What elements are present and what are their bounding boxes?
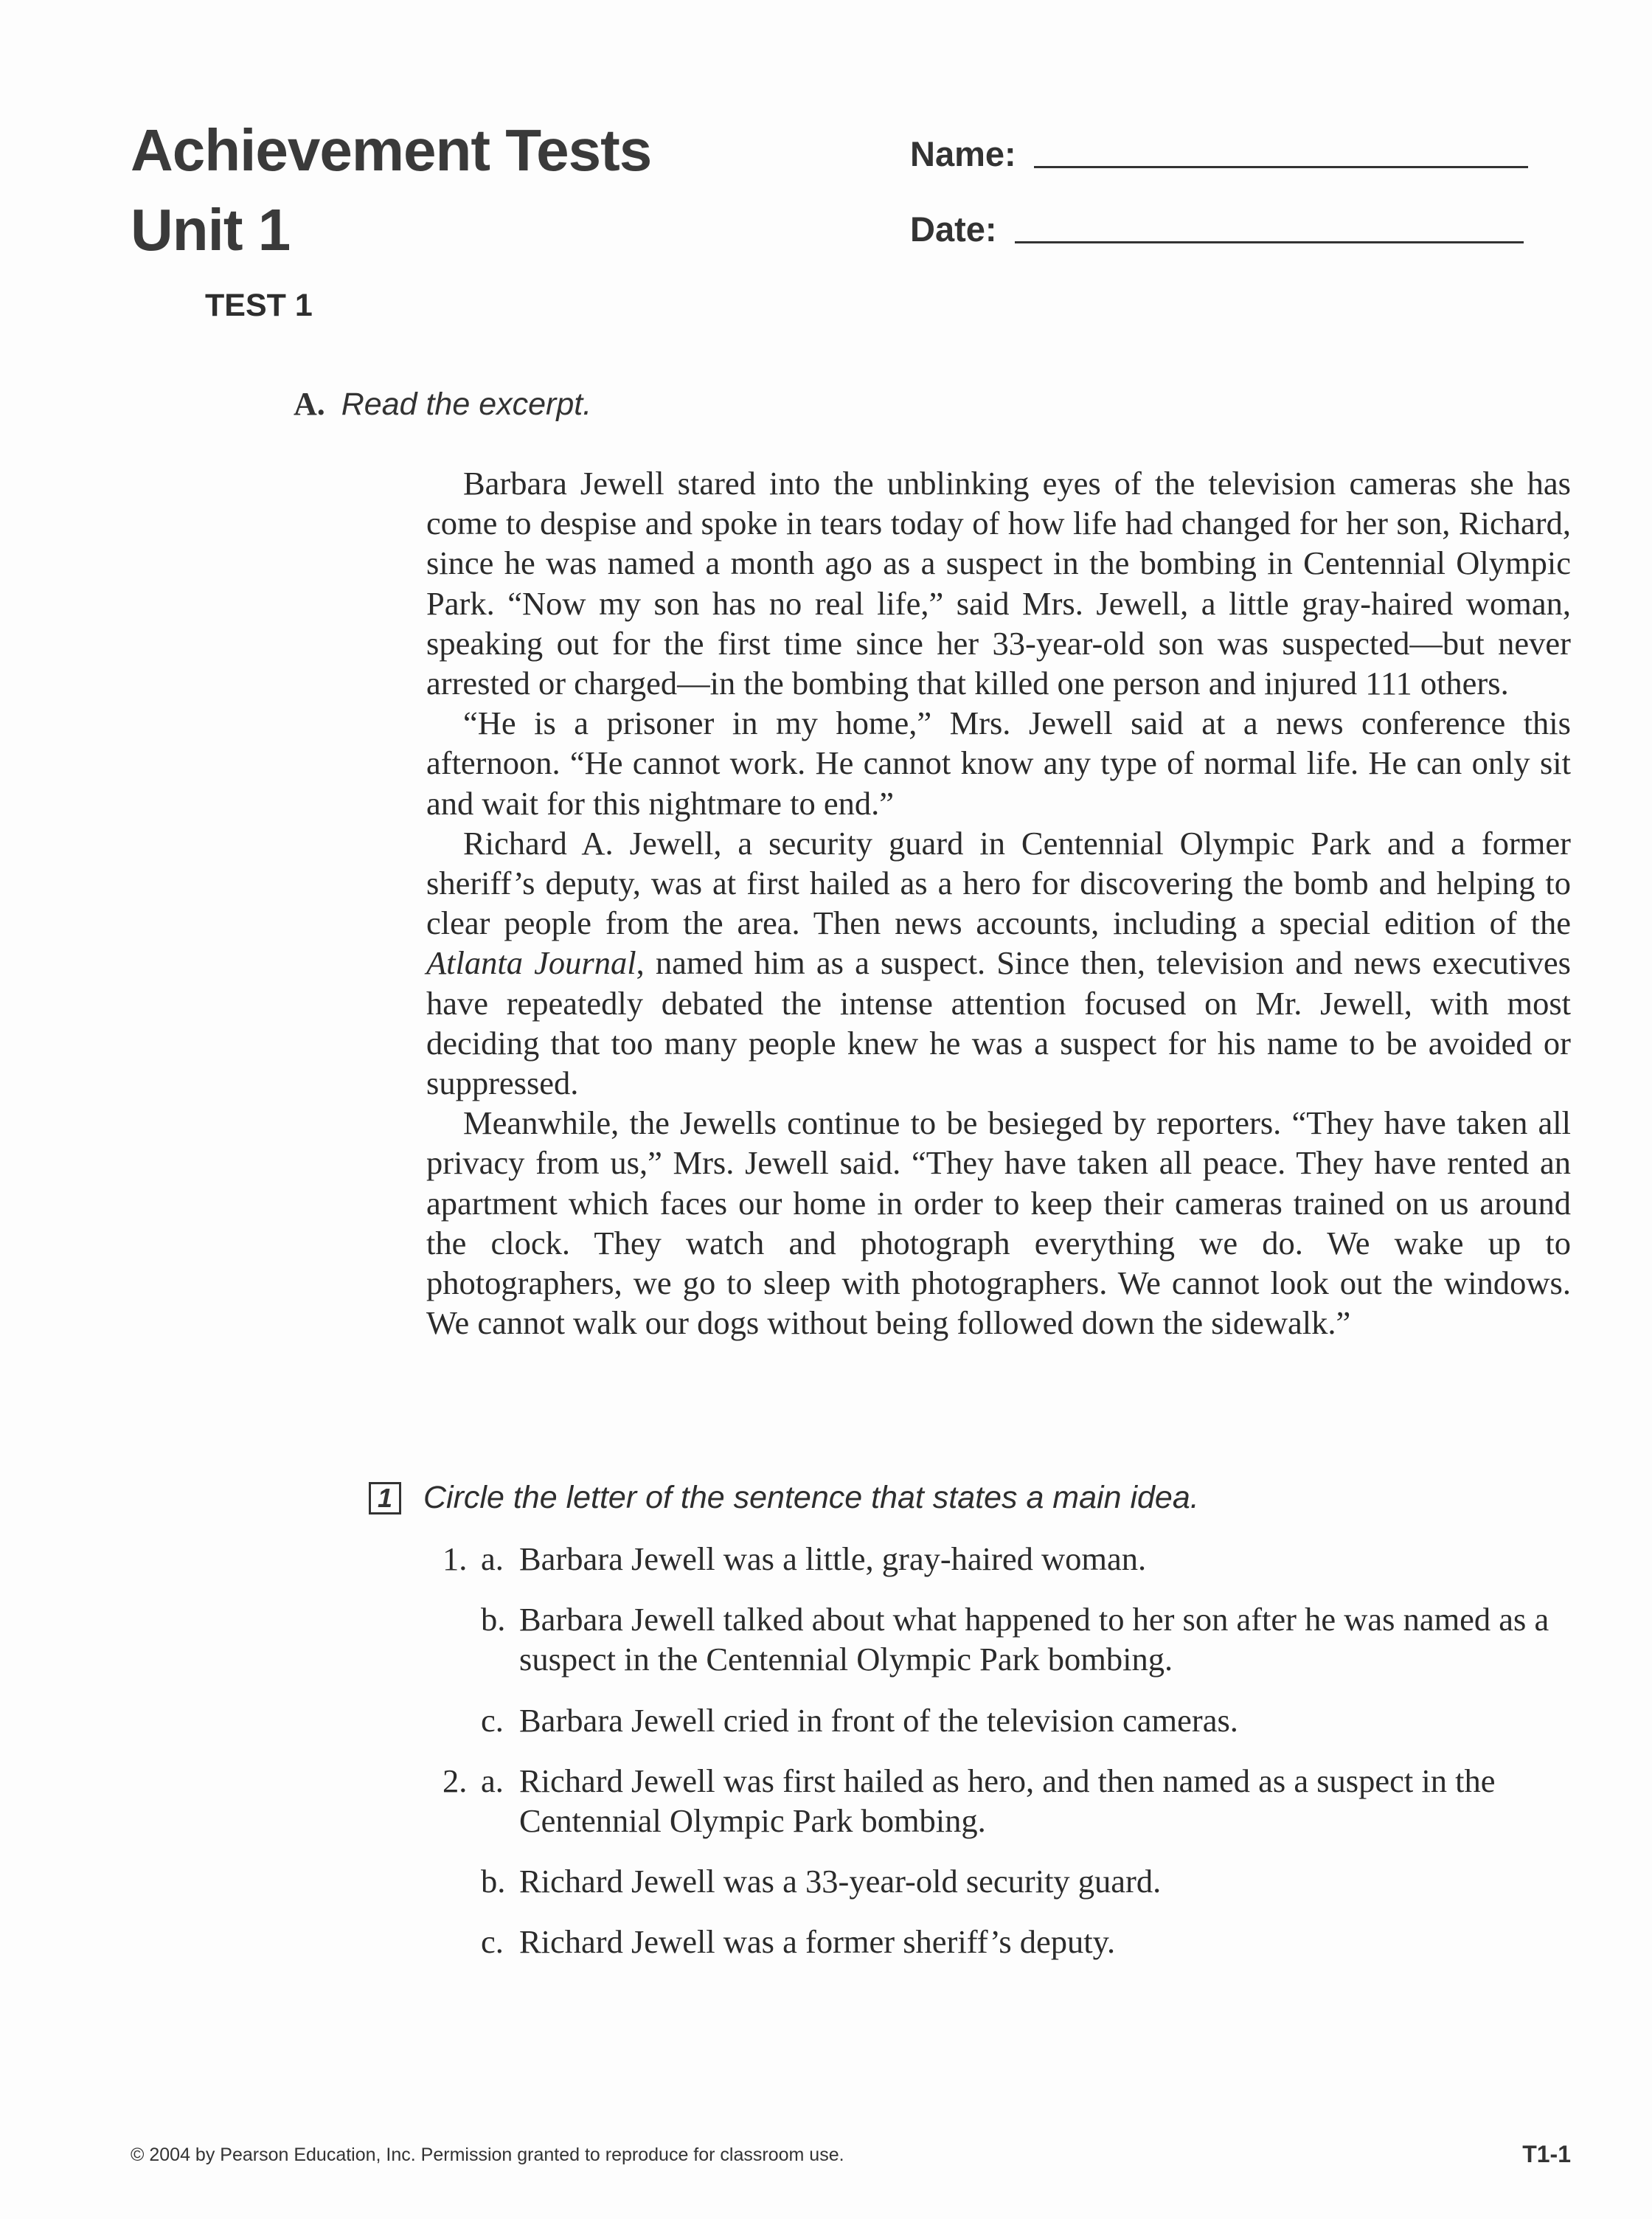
question-1 [442,1539,1571,1740]
option-letter[interactable]: b. [481,1601,506,1638]
question-number: 1. [442,1540,468,1577]
question-list [442,1539,1571,1983]
title-line-2: Unit 1 [131,197,291,263]
name-line [1034,166,1528,168]
option-letter[interactable]: a. [481,1540,504,1577]
question-number: 2. [442,1762,468,1799]
exercise-number-box: 1 [369,1482,401,1514]
test-label: TEST 1 [205,288,313,323]
date-line [1015,241,1524,243]
option-letter[interactable]: c. [481,1701,504,1739]
excerpt-paragraph-3 [426,823,1571,1103]
answer-option[interactable] [442,1700,1571,1740]
page-title [131,111,651,270]
answer-option[interactable] [442,1861,1571,1901]
option-text: Richard Jewell was first hailed as hero, and then named as a suspect in the Centennial Olympic Park bombing. [519,1762,1496,1840]
excerpt-paragraph-2: “He is a prisoner in my home,” Mrs. Jewell said at a news conference this afternoon. “He cannot work. He cannot know any type of normal life. He can only sit and wait for this nightmare to end.” [426,705,1571,822]
option-text: Richard Jewell was a 33-year-old security guard. [519,1863,1162,1900]
answer-option[interactable] [442,1922,1571,1962]
answer-option[interactable] [442,1539,1571,1579]
section-instruction: Read the excerpt. [341,387,592,422]
section-letter: A. [294,386,325,422]
option-text: Barbara Jewell was a little, gray-haired woman. [519,1540,1147,1577]
date-label: Date: [910,210,997,249]
date-field [910,198,1524,249]
exercise-header [369,1480,1199,1516]
option-letter[interactable]: b. [481,1863,506,1900]
answer-option[interactable] [442,1761,1571,1841]
section-a-heading [294,385,591,423]
copyright-notice: © 2004 by Pearson Education, Inc. Permission granted to reproduce for classroom use. [131,2144,844,2165]
name-field [910,122,1528,174]
title-line-1: Achievement Tests [131,117,652,183]
option-text: Richard Jewell was a former sheriff’s deputy. [519,1923,1116,1961]
option-letter[interactable]: c. [481,1923,504,1961]
exercise-instruction: Circle the letter of the sentence that states a main idea. [423,1480,1199,1515]
option-text: Barbara Jewell talked about what happened to her son after he was named as a suspect in the Centennial Olympic Park bombing. [519,1601,1549,1678]
excerpt-passage [426,463,1571,1343]
excerpt-paragraph-4: Meanwhile, the Jewells continue to be besieged by reporters. “They have taken all privacy from us,” Mrs. Jewell said. “They have taken all peace. They have rented an apartment which faces our home in order to keep their cameras trained on us around the clock. They watch and photograph everything we do. We wake up to photographers, we go to sleep with photographers. We cannot look out the windows. We cannot walk our dogs without being followed down the sidewalk.” [426,1104,1571,1342]
answer-option[interactable] [442,1599,1571,1679]
page-code: T1-1 [1522,2141,1571,2167]
excerpt-paragraph-1: Barbara Jewell stared into the unblinking eyes of the television cameras she has come to despise and spoke in tears today of how life had changed for her son, Richard, since he was named a month ago as a suspect in the bombing in Centennial Olympic Park. “Now my son has no real life,” said Mrs. Jewell, a little gray-haired woman, speaking out for the first time since her 33-year-old son was suspected—but never arrested or charged—in the bombing that killed one person and injured 111 others. [426,465,1571,702]
question-2 [442,1761,1571,1962]
option-letter[interactable]: a. [481,1762,504,1799]
p3-newspaper-title: Atlanta Journal [426,944,636,982]
option-text: Barbara Jewell cried in front of the television cameras. [519,1701,1238,1739]
p3-before: Richard A. Jewell, a security guard in Centennial Olympic Park and a former sheriff’s deputy, was at first hailed as a hero for discovering the bomb and helping to clear people from the area. Then news accounts, including a special edition of the [426,824,1571,942]
name-label: Name: [910,134,1016,173]
p3-after: , named him as a suspect. Since then, television and news executives have repeatedly debated the intense attention focused on Mr. Jewell, with most deciding that too many people knew he was a suspect for his name to be avoided or suppressed. [426,944,1571,1102]
